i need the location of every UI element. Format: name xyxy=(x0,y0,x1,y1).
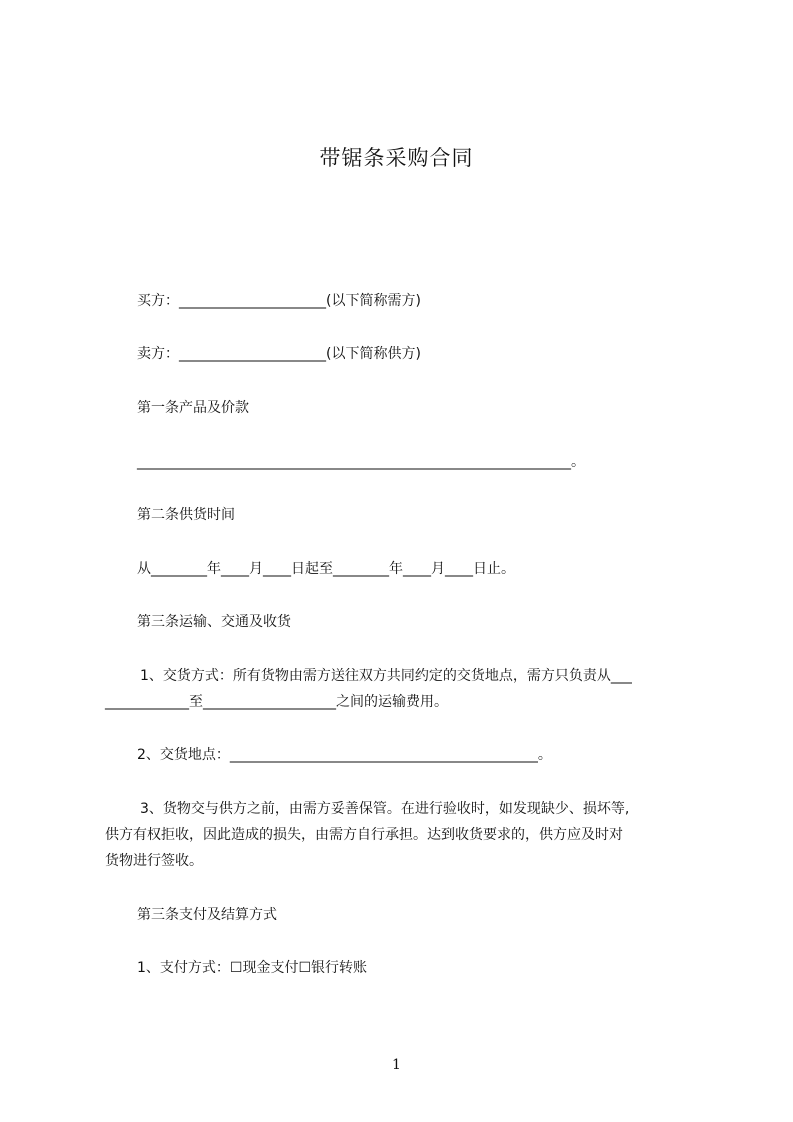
item3-line3: 货物进行签收。 xyxy=(105,853,203,869)
item1-line1: 1、交货方式：所有货物由需方送往双方共同约定的交货地点，需方只负责从___ xyxy=(140,668,632,684)
article1-blank-line: ______________________________________________________________。 xyxy=(137,454,585,470)
article2-heading: 第二条供货时间 xyxy=(137,507,235,523)
article1-heading: 第一条产品及价款 xyxy=(137,400,249,416)
item3-line1: 3、货物交与供方之前，由需方妥善保管。在进行验收时，如发现缺少、损坏等, xyxy=(140,801,630,817)
page-number: 1 xyxy=(392,1057,401,1073)
buyer-line: 买方：_____________________(以下简称需方) xyxy=(137,293,421,309)
item2-line: 2、交货地点：____________________________________________。 xyxy=(137,747,552,763)
item3-line2: 供方有权拒收，因此造成的损失，由需方自行承担。达到收货要求的，供方应及时对 xyxy=(105,827,623,843)
seller-line: 卖方：_____________________(以下简称供方) xyxy=(137,346,421,362)
article2-period-line: 从________年____月____日起至________年____月____日止。 xyxy=(137,561,515,577)
item1-line2: ____________至___________________之间的运输费用。 xyxy=(105,694,448,710)
payment-method-line: 1、支付方式：☐现金支付☐银行转账 xyxy=(137,960,368,976)
article3b-heading: 第三条支付及结算方式 xyxy=(137,907,277,923)
article3-heading: 第三条运输、交通及收货 xyxy=(137,614,291,630)
contract-title: 带锯条采购合同 xyxy=(319,146,474,170)
